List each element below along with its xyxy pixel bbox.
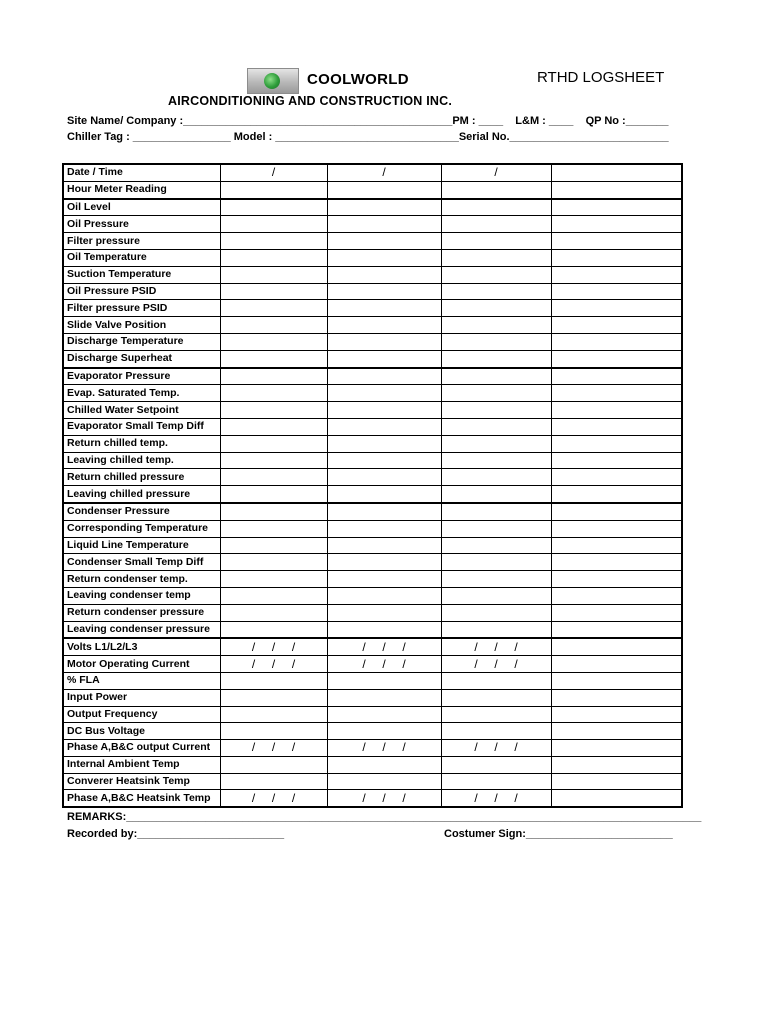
entry-cell[interactable] <box>441 621 551 638</box>
entry-cell[interactable] <box>220 368 327 385</box>
entry-cell[interactable] <box>220 604 327 621</box>
entry-cell[interactable] <box>220 587 327 604</box>
entry-cell[interactable] <box>441 773 551 790</box>
entry-cell[interactable] <box>551 402 682 419</box>
entry-cell[interactable] <box>220 706 327 723</box>
table-row <box>63 249 682 266</box>
row-label: Discharge Superheat <box>63 350 220 367</box>
entry-cell[interactable] <box>220 402 327 419</box>
entry-cell[interactable]: / / / <box>441 790 551 807</box>
table-row <box>63 571 682 588</box>
row-label: Leaving chilled temp. <box>63 452 220 469</box>
remarks-line: REMARKS:______________________________________________________________________________________________ <box>67 811 702 823</box>
entry-cell[interactable] <box>551 333 682 350</box>
entry-cell[interactable] <box>441 283 551 300</box>
row-label: Converer Heatsink Temp <box>63 773 220 790</box>
entry-cell[interactable] <box>441 266 551 283</box>
table-row <box>63 740 682 757</box>
row-label: Date / Time <box>63 164 220 181</box>
entry-cell[interactable] <box>220 181 327 198</box>
entry-cell[interactable]: / / / <box>220 656 327 673</box>
row-label: Motor Operating Current <box>63 656 220 673</box>
row-label: Return condenser pressure <box>63 604 220 621</box>
table-row <box>63 672 682 689</box>
row-label: Oil Pressure <box>63 216 220 233</box>
entry-cell[interactable] <box>441 554 551 571</box>
entry-cell[interactable] <box>441 435 551 452</box>
entry-cell[interactable]: / / / <box>441 656 551 673</box>
entry-cell[interactable] <box>327 199 441 216</box>
table-row <box>63 233 682 250</box>
entry-cell[interactable] <box>441 418 551 435</box>
entry-cell[interactable] <box>327 689 441 706</box>
row-label: Return chilled temp. <box>63 435 220 452</box>
entry-cell[interactable] <box>220 537 327 554</box>
entry-cell[interactable] <box>220 350 327 367</box>
row-label: Leaving condenser pressure <box>63 621 220 638</box>
entry-cell[interactable] <box>551 181 682 198</box>
entry-cell[interactable] <box>441 181 551 198</box>
entry-cell[interactable] <box>220 571 327 588</box>
row-label: Evap. Saturated Temp. <box>63 385 220 402</box>
entry-cell[interactable] <box>220 317 327 334</box>
company-name: COOLWORLD <box>307 71 409 88</box>
row-label: Oil Level <box>63 199 220 216</box>
entry-cell[interactable] <box>551 554 682 571</box>
entry-cell[interactable] <box>220 249 327 266</box>
entry-cell[interactable] <box>551 385 682 402</box>
entry-cell[interactable] <box>220 385 327 402</box>
entry-cell[interactable] <box>327 587 441 604</box>
site-info-line: Site Name/ Company :____________________________________________PM : ____ L&M : ____ QP No :_______ <box>67 115 669 127</box>
entry-cell[interactable] <box>220 216 327 233</box>
row-label: Phase A,B&C Heatsink Temp <box>63 790 220 807</box>
entry-cell[interactable] <box>441 503 551 520</box>
row-label: Suction Temperature <box>63 266 220 283</box>
row-label: Input Power <box>63 689 220 706</box>
table-row <box>63 199 682 216</box>
entry-cell[interactable] <box>327 773 441 790</box>
entry-cell[interactable] <box>220 503 327 520</box>
entry-cell[interactable] <box>441 520 551 537</box>
entry-cell[interactable] <box>441 571 551 588</box>
entry-cell[interactable]: / <box>220 164 327 181</box>
entry-cell[interactable] <box>551 740 682 757</box>
entry-cell[interactable] <box>551 672 682 689</box>
row-label: Filter pressure <box>63 233 220 250</box>
row-label: Output Frequency <box>63 706 220 723</box>
entry-cell[interactable] <box>327 249 441 266</box>
entry-cell[interactable]: / <box>327 164 441 181</box>
entry-cell[interactable] <box>327 216 441 233</box>
entry-cell[interactable] <box>327 233 441 250</box>
table-row <box>63 368 682 385</box>
entry-cell[interactable] <box>551 587 682 604</box>
entry-cell[interactable] <box>441 317 551 334</box>
company-logo <box>247 68 299 94</box>
entry-cell[interactable] <box>220 486 327 503</box>
entry-cell[interactable] <box>551 604 682 621</box>
table-row <box>63 790 682 807</box>
entry-cell[interactable] <box>220 266 327 283</box>
table-row <box>63 283 682 300</box>
entry-cell[interactable] <box>327 283 441 300</box>
table-row <box>63 587 682 604</box>
row-label: Filter pressure PSID <box>63 300 220 317</box>
entry-cell[interactable] <box>551 790 682 807</box>
entry-cell[interactable] <box>551 249 682 266</box>
table-row <box>63 266 682 283</box>
row-label: Leaving condenser temp <box>63 587 220 604</box>
entry-cell[interactable] <box>441 587 551 604</box>
company-subtitle: AIRCONDITIONING AND CONSTRUCTION INC. <box>168 94 453 108</box>
entry-cell[interactable] <box>441 199 551 216</box>
entry-cell[interactable] <box>441 402 551 419</box>
table-row <box>63 773 682 790</box>
entry-cell[interactable]: / / / <box>327 638 441 655</box>
entry-cell[interactable] <box>551 756 682 773</box>
entry-cell[interactable] <box>551 164 682 181</box>
entry-cell[interactable] <box>327 266 441 283</box>
entry-cell[interactable] <box>441 706 551 723</box>
entry-cell[interactable] <box>551 486 682 503</box>
entry-cell[interactable] <box>551 216 682 233</box>
table-row <box>63 333 682 350</box>
table-row <box>63 689 682 706</box>
entry-cell[interactable] <box>441 537 551 554</box>
entry-cell[interactable] <box>551 503 682 520</box>
entry-cell[interactable] <box>441 604 551 621</box>
recorded-by-line: Recorded by:________________________ <box>67 828 285 840</box>
entry-cell[interactable] <box>327 604 441 621</box>
entry-cell[interactable] <box>220 418 327 435</box>
table-row <box>63 418 682 435</box>
entry-cell[interactable] <box>441 249 551 266</box>
table-row <box>63 452 682 469</box>
row-label: Condenser Small Temp Diff <box>63 554 220 571</box>
entry-cell[interactable] <box>220 621 327 638</box>
entry-cell[interactable]: / / / <box>220 790 327 807</box>
entry-cell[interactable] <box>220 756 327 773</box>
entry-cell[interactable] <box>327 756 441 773</box>
entry-cell[interactable] <box>327 723 441 740</box>
table-row <box>63 486 682 503</box>
row-label: Volts L1/L2/L3 <box>63 638 220 655</box>
row-label: Evaporator Small Temp Diff <box>63 418 220 435</box>
entry-cell[interactable] <box>327 435 441 452</box>
entry-cell[interactable] <box>551 300 682 317</box>
entry-cell[interactable] <box>551 317 682 334</box>
row-label: Discharge Temperature <box>63 333 220 350</box>
row-label: Condenser Pressure <box>63 503 220 520</box>
entry-cell[interactable]: / / / <box>327 740 441 757</box>
entry-cell[interactable] <box>551 621 682 638</box>
table-row <box>63 164 682 181</box>
entry-cell[interactable] <box>441 368 551 385</box>
entry-cell[interactable] <box>220 452 327 469</box>
entry-cell[interactable]: / / / <box>441 740 551 757</box>
entry-cell[interactable] <box>327 317 441 334</box>
entry-cell[interactable] <box>441 469 551 486</box>
costumer-sign-line: Costumer Sign:________________________ <box>444 828 673 840</box>
entry-cell[interactable] <box>220 554 327 571</box>
entry-cell[interactable] <box>551 266 682 283</box>
entry-cell[interactable] <box>327 452 441 469</box>
globe-logo-icon <box>264 73 280 89</box>
entry-cell[interactable] <box>551 469 682 486</box>
entry-cell[interactable] <box>551 283 682 300</box>
entry-cell[interactable] <box>220 469 327 486</box>
entry-cell[interactable] <box>551 571 682 588</box>
entry-cell[interactable] <box>551 689 682 706</box>
entry-cell[interactable]: / / / <box>441 638 551 655</box>
entry-cell[interactable] <box>220 773 327 790</box>
entry-cell[interactable] <box>441 300 551 317</box>
entry-cell[interactable] <box>551 199 682 216</box>
entry-cell[interactable] <box>327 402 441 419</box>
entry-cell[interactable] <box>441 350 551 367</box>
entry-cell[interactable] <box>441 723 551 740</box>
logsheet-table <box>62 163 683 808</box>
table-row <box>63 300 682 317</box>
entry-cell[interactable] <box>220 435 327 452</box>
entry-cell[interactable]: / <box>441 164 551 181</box>
table-row <box>63 402 682 419</box>
entry-cell[interactable] <box>327 181 441 198</box>
entry-cell[interactable]: / / / <box>220 638 327 655</box>
row-label: Phase A,B&C output Current <box>63 740 220 757</box>
entry-cell[interactable] <box>327 672 441 689</box>
row-label: Chilled Water Setpoint <box>63 402 220 419</box>
entry-cell[interactable] <box>551 638 682 655</box>
table-row <box>63 350 682 367</box>
entry-cell[interactable] <box>551 520 682 537</box>
entry-cell[interactable] <box>220 233 327 250</box>
entry-cell[interactable] <box>327 520 441 537</box>
table-row <box>63 756 682 773</box>
entry-cell[interactable] <box>441 385 551 402</box>
table-row <box>63 385 682 402</box>
row-label: % FLA <box>63 672 220 689</box>
table-row <box>63 537 682 554</box>
row-label: Liquid Line Temperature <box>63 537 220 554</box>
entry-cell[interactable] <box>220 333 327 350</box>
entry-cell[interactable] <box>551 435 682 452</box>
entry-cell[interactable] <box>551 418 682 435</box>
table-row <box>63 656 682 673</box>
table-row <box>63 181 682 198</box>
entry-cell[interactable] <box>551 773 682 790</box>
entry-cell[interactable] <box>441 452 551 469</box>
entry-cell[interactable] <box>327 469 441 486</box>
entry-cell[interactable] <box>441 672 551 689</box>
entry-cell[interactable]: / / / <box>327 790 441 807</box>
entry-cell[interactable] <box>220 689 327 706</box>
document-title: RTHD LOGSHEET <box>537 69 665 86</box>
entry-cell[interactable] <box>551 233 682 250</box>
table-row <box>63 317 682 334</box>
entry-cell[interactable] <box>327 418 441 435</box>
entry-cell[interactable] <box>220 520 327 537</box>
entry-cell[interactable] <box>327 571 441 588</box>
table-row <box>63 503 682 520</box>
entry-cell[interactable] <box>327 333 441 350</box>
table-row <box>63 435 682 452</box>
entry-cell[interactable] <box>327 368 441 385</box>
entry-cell[interactable] <box>327 621 441 638</box>
entry-cell[interactable]: / / / <box>220 740 327 757</box>
row-label: DC Bus Voltage <box>63 723 220 740</box>
entry-cell[interactable] <box>441 233 551 250</box>
row-label: Hour Meter Reading <box>63 181 220 198</box>
entry-cell[interactable] <box>327 503 441 520</box>
table-row <box>63 706 682 723</box>
row-label: Leaving chilled pressure <box>63 486 220 503</box>
entry-cell[interactable] <box>551 368 682 385</box>
entry-cell[interactable] <box>551 350 682 367</box>
table-row <box>63 638 682 655</box>
row-label: Evaporator Pressure <box>63 368 220 385</box>
entry-cell[interactable] <box>441 486 551 503</box>
row-label: Return chilled pressure <box>63 469 220 486</box>
table-row <box>63 216 682 233</box>
table-row <box>63 604 682 621</box>
entry-cell[interactable] <box>220 723 327 740</box>
entry-cell[interactable] <box>220 199 327 216</box>
entry-cell[interactable] <box>327 385 441 402</box>
entry-cell[interactable] <box>327 537 441 554</box>
entry-cell[interactable] <box>441 333 551 350</box>
entry-cell[interactable]: / / / <box>327 656 441 673</box>
entry-cell[interactable] <box>327 300 441 317</box>
entry-cell[interactable] <box>441 216 551 233</box>
entry-cell[interactable] <box>551 537 682 554</box>
entry-cell[interactable] <box>327 486 441 503</box>
entry-cell[interactable] <box>327 554 441 571</box>
table-row <box>63 723 682 740</box>
table-row <box>63 469 682 486</box>
entry-cell[interactable] <box>327 350 441 367</box>
row-label: Internal Ambient Temp <box>63 756 220 773</box>
row-label: Corresponding Temperature <box>63 520 220 537</box>
entry-cell[interactable] <box>551 452 682 469</box>
entry-cell[interactable] <box>551 656 682 673</box>
row-label: Return condenser temp. <box>63 571 220 588</box>
table-row <box>63 554 682 571</box>
entry-cell[interactable] <box>441 689 551 706</box>
row-label: Slide Valve Position <box>63 317 220 334</box>
entry-cell[interactable] <box>220 283 327 300</box>
entry-cell[interactable] <box>551 706 682 723</box>
entry-cell[interactable] <box>441 756 551 773</box>
entry-cell[interactable] <box>551 723 682 740</box>
entry-cell[interactable] <box>220 672 327 689</box>
entry-cell[interactable] <box>220 300 327 317</box>
table-row <box>63 621 682 638</box>
row-label: Oil Pressure PSID <box>63 283 220 300</box>
table-row <box>63 520 682 537</box>
chiller-info-line: Chiller Tag : ________________ Model : ______________________________Serial No.__________________________ <box>67 131 669 143</box>
row-label: Oil Temperature <box>63 249 220 266</box>
entry-cell[interactable] <box>327 706 441 723</box>
